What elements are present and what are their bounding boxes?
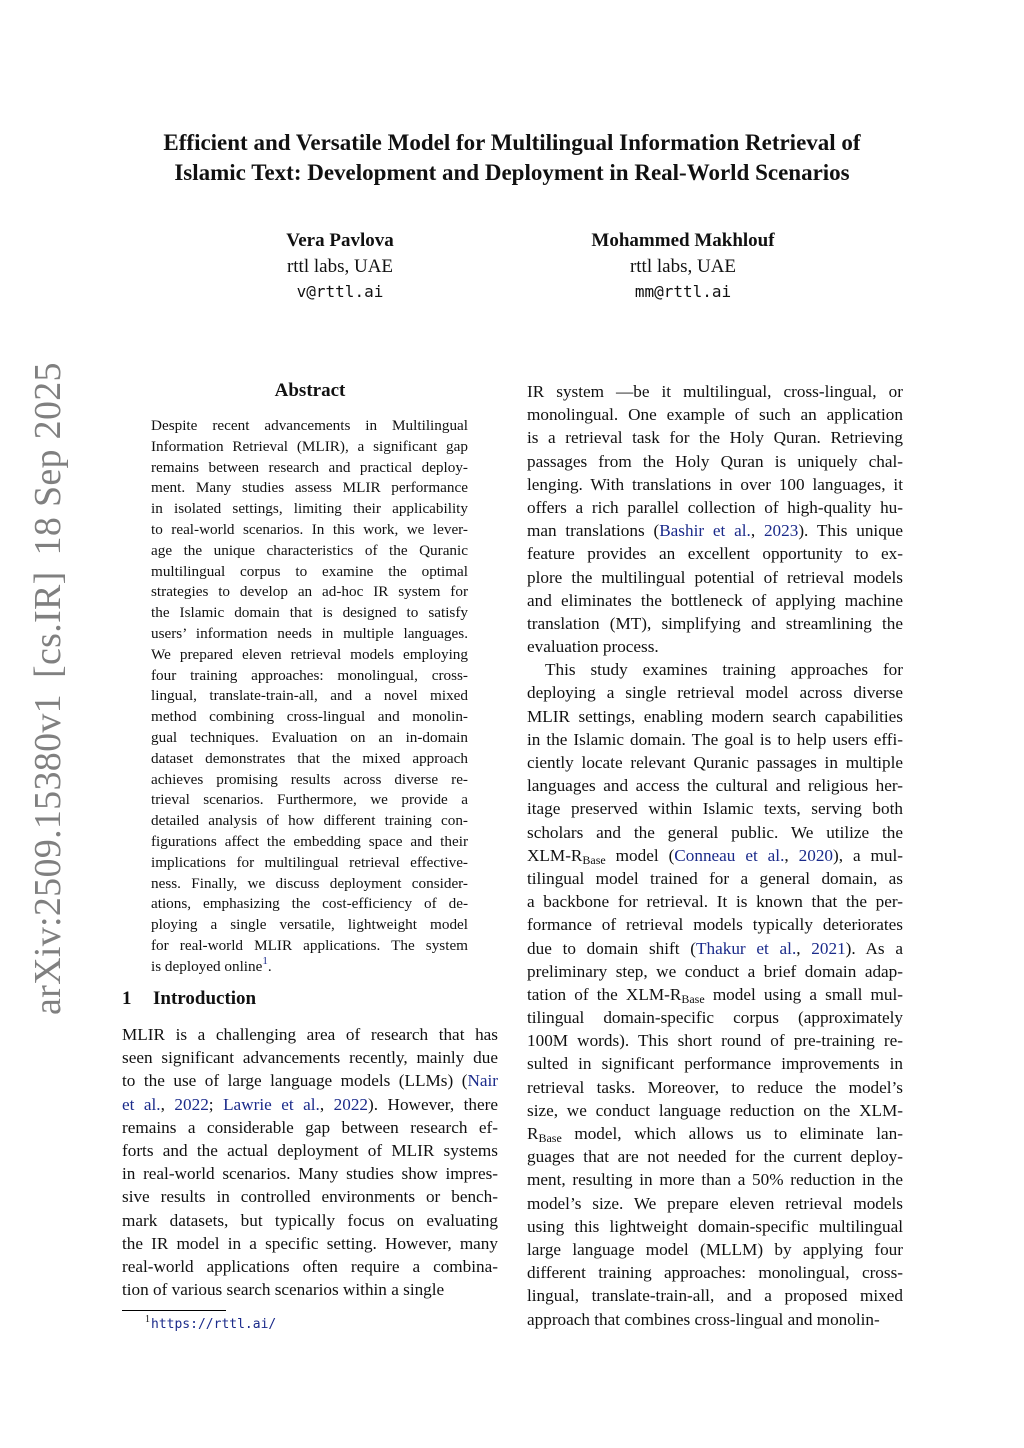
subscript: Base bbox=[582, 852, 606, 867]
body-line bbox=[527, 913, 903, 936]
text-run: offers a rich parallel collection of high-quality hu- bbox=[527, 497, 903, 517]
text-run: MLIR is a challenging area of research that has bbox=[122, 1025, 498, 1044]
text-run: remains a considerable gap between research ef- bbox=[122, 1117, 498, 1137]
body-line bbox=[122, 1069, 498, 1092]
body-line bbox=[527, 566, 903, 589]
abstract-line: remains between research and practical deploy- bbox=[151, 458, 468, 476]
text-run: real-world applications often require a combina- bbox=[122, 1256, 498, 1276]
abstract-line: Information Retrieval (MLIR), a significant gap bbox=[151, 437, 468, 455]
text-run: tion of various search scenarios within a single bbox=[122, 1280, 445, 1300]
text-run: deploying a single retrieval model across diverse bbox=[527, 683, 903, 703]
body-line bbox=[527, 890, 903, 913]
body-line bbox=[122, 1139, 498, 1162]
abstract-heading: Abstract bbox=[274, 380, 346, 401]
body-line bbox=[527, 589, 903, 612]
text-run: , bbox=[319, 1094, 334, 1114]
body-line bbox=[527, 1168, 903, 1191]
text-run: is a retrieval task for the Holy Quran. Retrieving bbox=[527, 428, 903, 448]
body-line bbox=[527, 1192, 903, 1215]
intro-left-column bbox=[122, 1023, 498, 1301]
body-line bbox=[122, 1255, 498, 1278]
text-run: different training approaches: monolingual, cross- bbox=[527, 1263, 903, 1283]
body-line bbox=[527, 658, 903, 681]
text-run: translation (MT), simplifying and streamlining the bbox=[527, 613, 903, 633]
body-line bbox=[527, 1099, 903, 1122]
abstract-line: for real-world MLIR applications. The system bbox=[151, 936, 468, 954]
citation-link[interactable]: Bashir et al. bbox=[659, 521, 751, 541]
arxiv-identifier-stamp bbox=[16, 362, 80, 1015]
citation-link[interactable]: 2022 bbox=[333, 1094, 369, 1114]
abstract-line: age the unique characteristics of the Quranic bbox=[151, 541, 468, 559]
abstract-line: multilingual corpus to examine the optimal bbox=[151, 562, 468, 580]
text-run: preliminary step, we conduct a brief domain adap- bbox=[527, 961, 903, 981]
text-run: forts and the actual deployment of MLIR systems bbox=[122, 1140, 498, 1160]
body-line bbox=[527, 1029, 903, 1052]
body-line bbox=[527, 844, 903, 867]
text-run: mark datasets, but typically focus on evaluating bbox=[122, 1210, 498, 1230]
text-run: a backbone for retrieval. It is known that the per- bbox=[527, 892, 903, 912]
subscript: Base bbox=[681, 991, 705, 1006]
body-line bbox=[527, 751, 903, 774]
abstract-line: implications for multilingual retrieval effective- bbox=[151, 853, 468, 871]
text-run: , bbox=[750, 521, 764, 541]
abstract-body bbox=[151, 416, 468, 978]
abstract-last-line-tail: . bbox=[267, 957, 272, 975]
title-line-2: Islamic Text: Development and Deployment in Real-World Scenarios bbox=[174, 160, 850, 185]
abstract-line: method combining cross-lingual and monolin- bbox=[151, 708, 468, 726]
body-line bbox=[122, 1185, 498, 1208]
body-line bbox=[527, 1308, 903, 1331]
body-line bbox=[527, 635, 903, 658]
text-run: , bbox=[784, 845, 799, 865]
body-line bbox=[527, 1122, 903, 1145]
footnote-reference[interactable]: 1 bbox=[262, 954, 268, 967]
citation-link[interactable]: 2021 bbox=[811, 938, 846, 958]
section-title: Introduction bbox=[153, 988, 257, 1009]
citation-link[interactable]: Thakur et al. bbox=[696, 938, 797, 958]
body-line bbox=[527, 1238, 903, 1261]
citation-link[interactable]: Conneau et al. bbox=[674, 845, 785, 865]
text-run: using this lightweight domain-specific multilingual bbox=[527, 1216, 903, 1236]
body-line bbox=[527, 426, 903, 449]
text-run: scholars and the general public. We utilize the bbox=[527, 822, 903, 842]
body-line bbox=[527, 821, 903, 844]
body-line bbox=[122, 1116, 498, 1139]
body-line bbox=[527, 1006, 903, 1029]
body-line bbox=[527, 542, 903, 565]
citation-link[interactable]: 2020 bbox=[798, 845, 834, 865]
body-line bbox=[527, 1052, 903, 1075]
text-run: This study examines training approaches for bbox=[545, 660, 903, 680]
body-line bbox=[527, 473, 903, 496]
body-line bbox=[122, 1162, 498, 1185]
text-run: ), a mul- bbox=[833, 845, 904, 865]
abstract-line: ment. Many studies assess MLIR performance bbox=[151, 479, 468, 497]
citation-link[interactable]: et al. bbox=[122, 1094, 161, 1114]
subscript: Base bbox=[538, 1131, 562, 1145]
abstract-line: trieval scenarios. Furthermore, we provide a bbox=[151, 791, 468, 809]
body-line bbox=[122, 1232, 498, 1255]
text-run: MLIR settings, enabling modern search capabilities bbox=[527, 706, 903, 726]
body-line bbox=[527, 380, 903, 403]
arxiv-id[interactable]: arXiv:2509.15380v1 bbox=[27, 694, 69, 1015]
body-line bbox=[527, 403, 903, 426]
abstract-last-line bbox=[151, 954, 468, 978]
body-line bbox=[527, 705, 903, 728]
abstract-line: dataset demonstrates that the mixed approach bbox=[151, 749, 468, 767]
text-run: lingual, translate-train-all, and a proposed mixed bbox=[527, 1286, 903, 1306]
abstract-line: four training approaches: monolingual, cross- bbox=[151, 666, 468, 684]
text-run: languages and access the cultural and religious her- bbox=[527, 776, 903, 796]
abstract-line: ations, emphasizing the cost-efficiency of de- bbox=[151, 895, 468, 913]
text-run: 100M words). This short round of pre-training re- bbox=[527, 1031, 903, 1051]
body-line bbox=[527, 728, 903, 751]
abstract-last-line-text: is deployed online bbox=[151, 957, 263, 975]
abstract-line: lingual, translate-train-all, and a novel mixed bbox=[151, 687, 468, 705]
text-run: to the use of large language models (LLMs) ( bbox=[122, 1071, 468, 1091]
citation-link[interactable]: 2023 bbox=[763, 521, 799, 541]
body-line bbox=[122, 1209, 498, 1232]
abstract-line: strategies to develop an ad-hoc IR system for bbox=[151, 583, 468, 601]
text-run: ciently locate relevant Quranic passages in multiple bbox=[527, 753, 903, 772]
body-line bbox=[527, 681, 903, 704]
abstract-line: in isolated settings, limiting their applicability bbox=[151, 500, 468, 518]
body-line bbox=[527, 867, 903, 890]
text-run: ). This unique bbox=[798, 521, 904, 541]
text-run: model’s size. We prepare eleven retrieval models bbox=[527, 1193, 903, 1213]
text-run: ). However, there bbox=[368, 1094, 498, 1114]
footnote-divider bbox=[122, 1310, 226, 1311]
body-line bbox=[122, 1046, 498, 1069]
text-run: formance of retrieval models typically deteriorates bbox=[527, 915, 903, 935]
body-line bbox=[122, 1023, 498, 1046]
text-run: tilingual domain-specific corpus (approximately bbox=[527, 1008, 903, 1028]
author-email[interactable]: v@rttl.ai bbox=[296, 282, 384, 301]
text-run: approach that combines cross-lingual and monolin- bbox=[527, 1309, 880, 1329]
paper-title bbox=[100, 128, 924, 188]
text-run: monolingual. One example of such an application bbox=[527, 405, 903, 425]
section-number: 1 bbox=[122, 988, 132, 1009]
arxiv-date: 18 Sep 2025 bbox=[27, 362, 69, 556]
abstract-line: detailed analysis of how different training con- bbox=[151, 812, 468, 830]
text-run: ment, resulting in more than a 50% reduction in the bbox=[527, 1170, 903, 1190]
author-affiliation: rttl labs, UAE bbox=[629, 256, 737, 277]
text-run: model using a small mul- bbox=[704, 984, 903, 1004]
citation-link[interactable]: Lawrie et al. bbox=[223, 1094, 320, 1114]
text-run: lenging. With translations in over 100 languages, it bbox=[527, 474, 903, 494]
text-run: size, we conduct language reduction on the XLM- bbox=[527, 1100, 903, 1120]
body-line bbox=[527, 797, 903, 820]
body-line bbox=[527, 960, 903, 983]
author-affiliation: rttl labs, UAE bbox=[286, 256, 394, 277]
text-run: in the Islamic domain. The goal is to help users effi- bbox=[527, 729, 903, 749]
author-name: Mohammed Makhlouf bbox=[591, 230, 775, 251]
body-line bbox=[527, 1261, 903, 1284]
abstract-line: to real-world scenarios. In this work, we lever- bbox=[151, 520, 468, 538]
body-line bbox=[527, 612, 903, 635]
body-line bbox=[122, 1278, 498, 1301]
text-run: ; bbox=[208, 1094, 224, 1114]
body-line bbox=[527, 1145, 903, 1168]
title-line-1: Efficient and Versatile Model for Multilingual Information Retrieval of bbox=[163, 130, 861, 155]
author-email[interactable]: mm@rttl.ai bbox=[634, 282, 732, 301]
abstract-line: gual techniques. Evaluation on an in-domain bbox=[151, 728, 468, 746]
section-heading-introduction bbox=[122, 986, 256, 1012]
body-line bbox=[527, 937, 903, 960]
body-line bbox=[527, 1215, 903, 1238]
abstract-line: Despite recent advancements in Multilingual bbox=[151, 417, 468, 434]
text-run: the IR model in a specific setting. However, many bbox=[122, 1233, 498, 1253]
body-line bbox=[527, 496, 903, 519]
footnote-mark: 1 bbox=[145, 1314, 150, 1325]
citation-link[interactable]: Nair bbox=[467, 1071, 498, 1091]
abstract-line: We prepared eleven retrieval models employing bbox=[151, 645, 468, 663]
text-run: IR system —be it multilingual, cross-lingual, or bbox=[527, 382, 903, 401]
body-line bbox=[527, 1076, 903, 1099]
abstract-line: users’ information needs in multiple languages. bbox=[151, 624, 468, 642]
text-run: man translations ( bbox=[527, 521, 660, 541]
body-line bbox=[527, 519, 903, 542]
intro-right-column bbox=[527, 380, 903, 1331]
author-block-2 bbox=[523, 228, 843, 304]
text-run: due to domain shift ( bbox=[527, 938, 697, 958]
body-line bbox=[527, 774, 903, 797]
arxiv-category: [cs.IR] bbox=[27, 571, 69, 679]
abstract-line: ness. Finally, we discuss deployment consider- bbox=[151, 874, 468, 892]
citation-link[interactable]: 2022 bbox=[174, 1094, 209, 1114]
abstract-line: achieves promising results across diverse re- bbox=[151, 770, 468, 788]
text-run: tilingual model trained for a general domain, as bbox=[527, 868, 903, 888]
footnote-url[interactable]: https://rttl.ai/ bbox=[151, 1317, 277, 1332]
body-line bbox=[527, 1284, 903, 1307]
text-run: , bbox=[796, 938, 812, 958]
text-run: itage preserved within Islamic texts, serving both bbox=[527, 799, 903, 819]
author-name: Vera Pavlova bbox=[286, 230, 394, 251]
abstract-line: ploying a single versatile, lightweight model bbox=[151, 916, 468, 934]
text-run: XLM-R bbox=[527, 845, 583, 865]
abstract-line: the Islamic domain that is designed to satisfy bbox=[151, 604, 468, 622]
text-run: retrieval tasks. Moreover, to reduce the model’s bbox=[527, 1077, 903, 1097]
text-run: model ( bbox=[605, 845, 675, 865]
author-block-1 bbox=[180, 228, 500, 304]
text-run: and eliminates the bottleneck of applying machine bbox=[527, 590, 903, 610]
body-line bbox=[527, 983, 903, 1006]
body-line bbox=[527, 450, 903, 473]
text-run: sive results in controlled environments or bench- bbox=[122, 1187, 498, 1207]
body-line bbox=[122, 1093, 498, 1116]
text-run: seen significant advancements recently, mainly due bbox=[122, 1048, 498, 1068]
text-run: model, which allows us to eliminate lan- bbox=[561, 1124, 903, 1143]
text-run: tation of the XLM-R bbox=[527, 984, 682, 1004]
text-run: plore the multilingual potential of retrieval models bbox=[527, 567, 903, 587]
text-run: evaluation process. bbox=[527, 637, 659, 657]
text-run: , bbox=[160, 1094, 175, 1114]
text-run: ). As a bbox=[845, 938, 903, 958]
footnote bbox=[145, 1315, 276, 1335]
abstract-line: figurations affect the embedding space and their bbox=[151, 832, 468, 850]
text-run: sulted in significant performance improvements in bbox=[527, 1054, 903, 1074]
text-run: guages that are not needed for the current deploy- bbox=[527, 1147, 903, 1167]
text-run: large language model (MLLM) by applying four bbox=[527, 1239, 903, 1259]
text-run: R bbox=[527, 1124, 539, 1143]
text-run: passages from the Holy Quran is uniquely chal- bbox=[527, 451, 903, 471]
text-run: feature provides an excellent opportunity to ex- bbox=[527, 544, 903, 564]
text-run: in real-world scenarios. Many studies show impres- bbox=[122, 1164, 498, 1184]
